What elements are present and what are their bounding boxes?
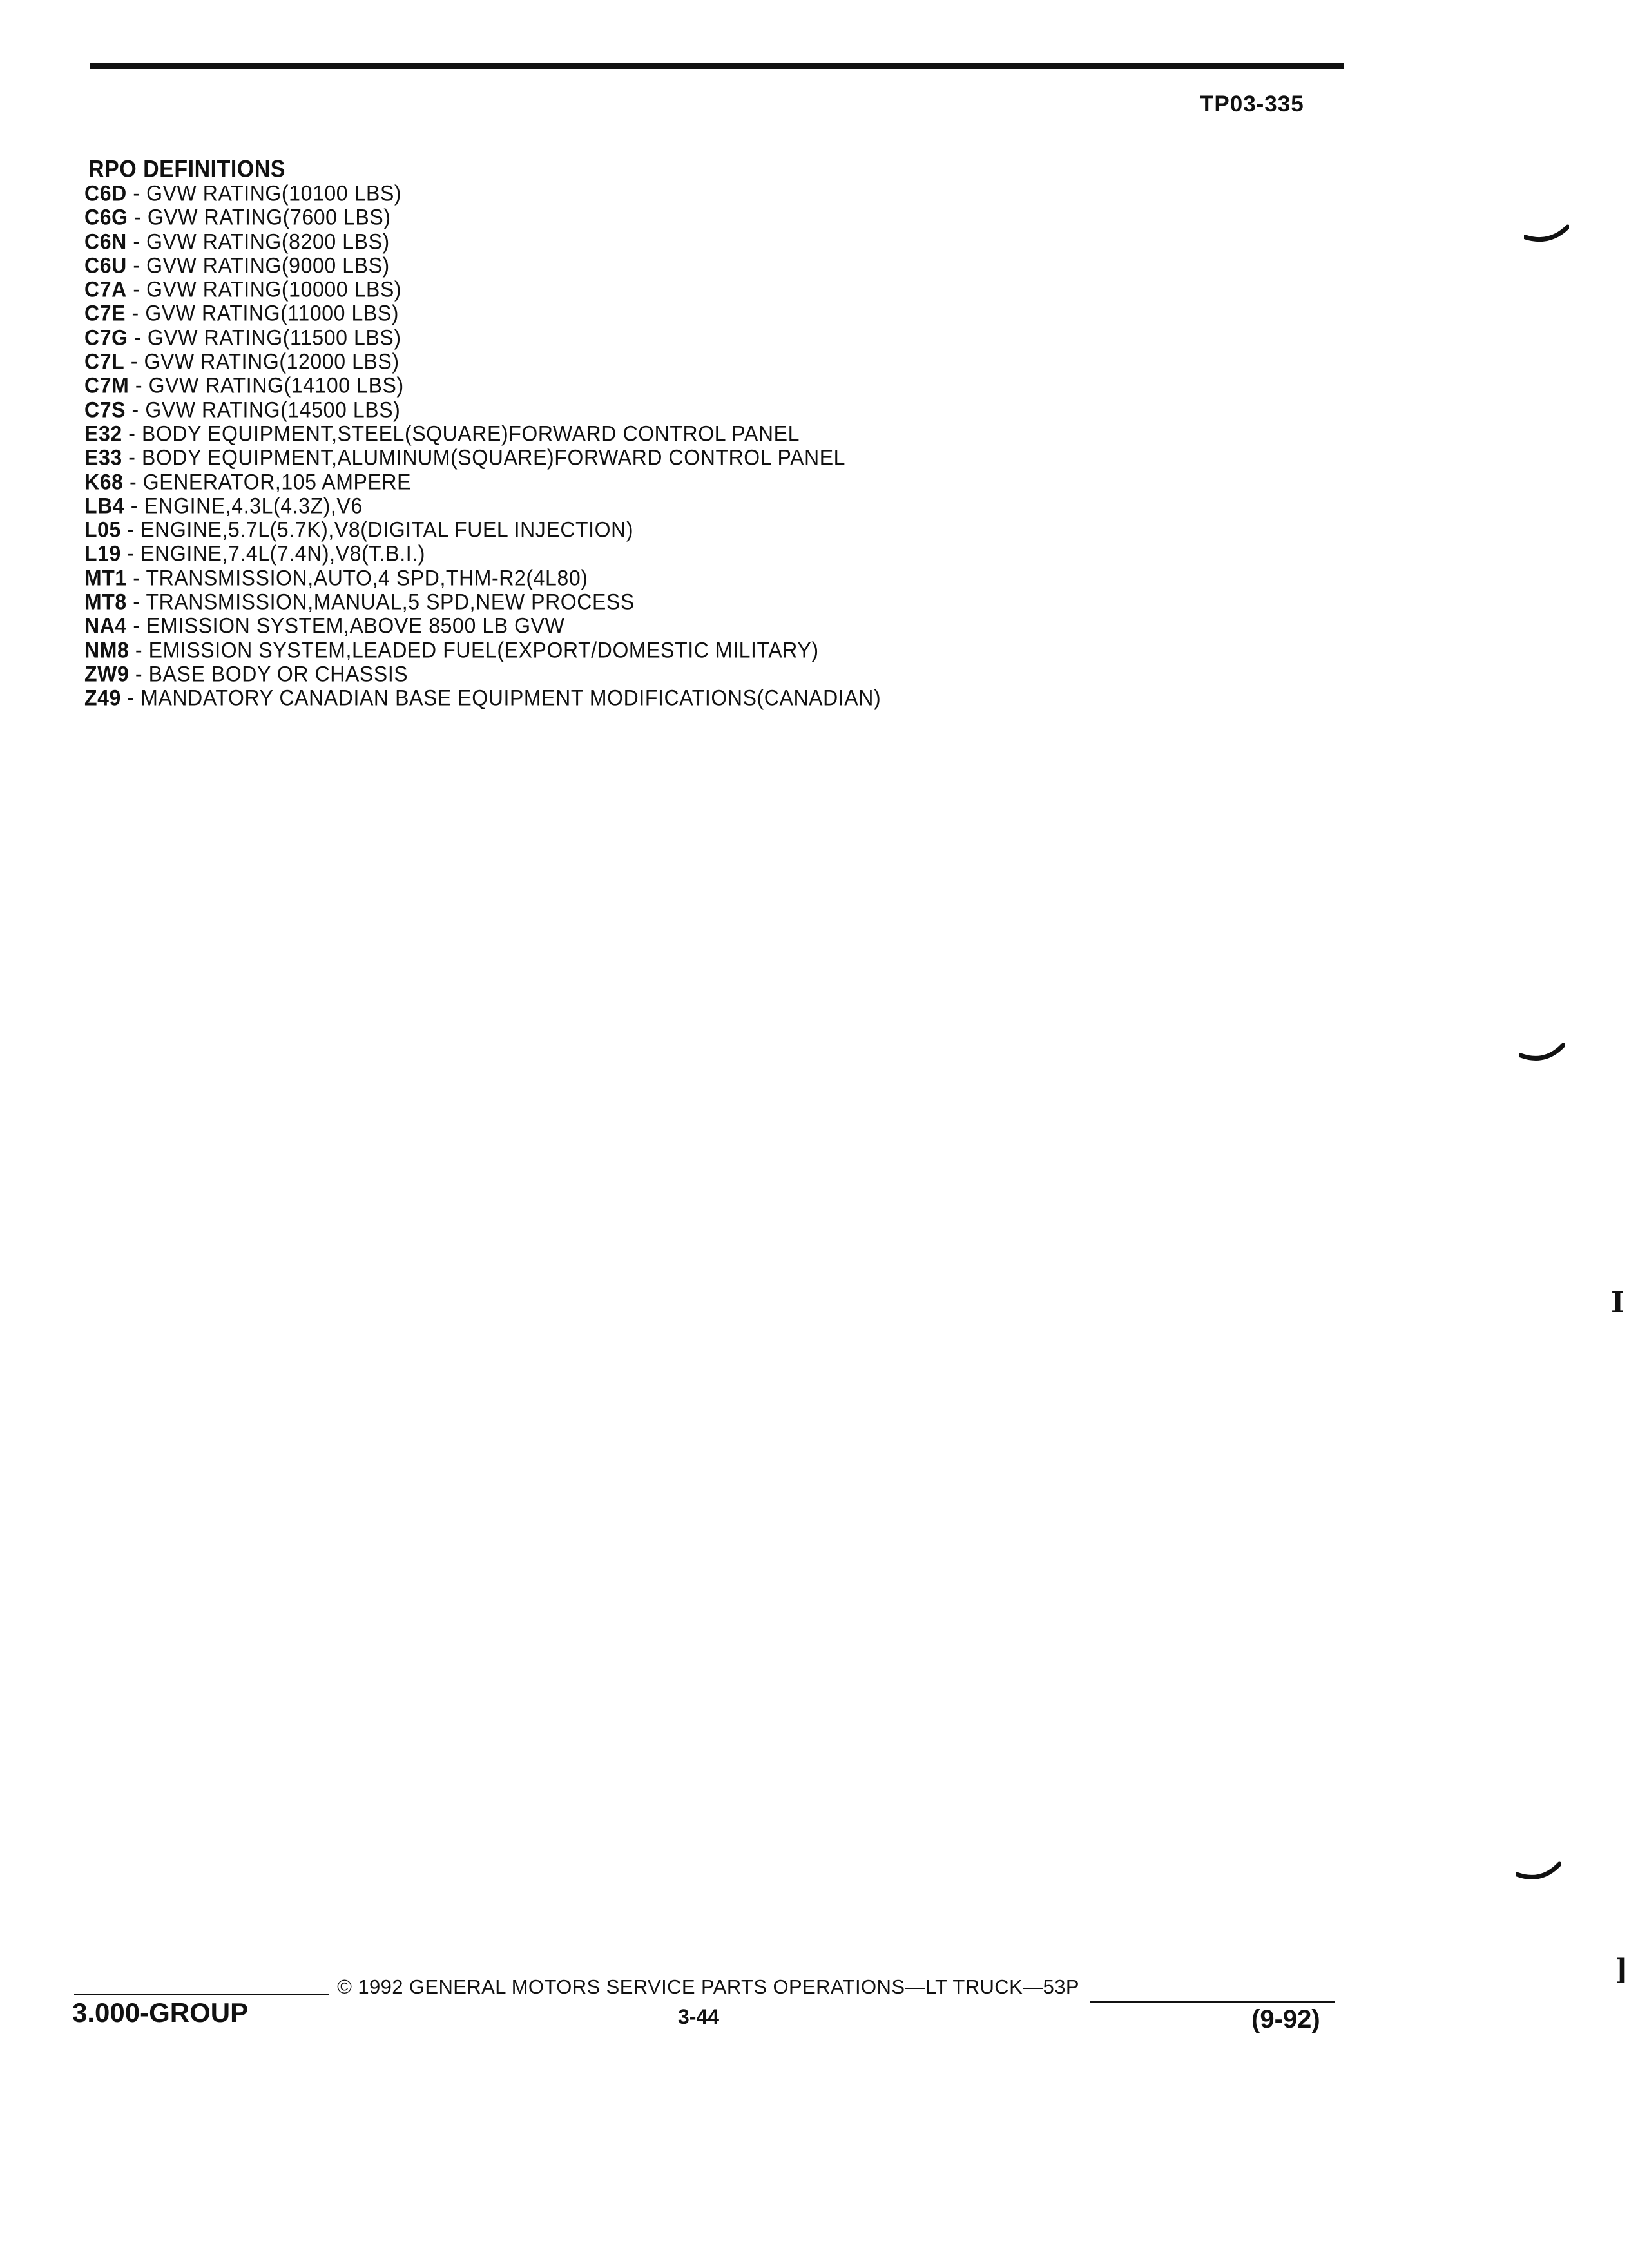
rpo-definitions-list — [84, 180, 881, 709]
rpo-description: GVW RATING(11500 LBS) — [147, 324, 401, 350]
document-number: TP03-335 — [1200, 91, 1304, 117]
rpo-definition-row — [84, 276, 881, 302]
rpo-separator: - — [124, 349, 144, 374]
rpo-definition-row — [84, 349, 881, 374]
rpo-description: GVW RATING(10000 LBS) — [146, 276, 402, 302]
rpo-code: LB4 — [84, 492, 125, 518]
rpo-separator: - — [124, 492, 144, 518]
rpo-separator: - — [126, 589, 146, 614]
rpo-definition-row — [84, 372, 881, 398]
rpo-description: ENGINE,4.3L(4.3Z),V6 — [144, 492, 363, 518]
rpo-definition-row — [84, 469, 881, 495]
rpo-definition-row — [84, 253, 881, 278]
rpo-code: C6D — [84, 180, 127, 206]
rpo-separator: - — [120, 541, 141, 566]
rpo-description: ENGINE,7.4L(7.4N),V8(T.B.I.) — [140, 541, 426, 566]
rpo-separator: - — [122, 420, 142, 446]
rpo-description: ENGINE,5.7L(5.7K),V8(DIGITAL FUEL INJECTION) — [140, 517, 634, 543]
rpo-separator: - — [126, 396, 146, 422]
rpo-description: GENERATOR,105 AMPERE — [142, 468, 412, 494]
rpo-code: MT8 — [84, 589, 127, 614]
rpo-code: C7G — [84, 324, 128, 350]
rpo-code: C6U — [84, 252, 127, 278]
rpo-definition-row — [84, 325, 881, 351]
rpo-definition-row — [84, 204, 881, 230]
rpo-description: EMISSION SYSTEM,LEADED FUEL(EXPORT/DOMESTIC MILITARY) — [148, 637, 819, 662]
footer-group-number: 3.000-GROUP — [72, 1997, 249, 2028]
rpo-definition-row — [84, 541, 881, 566]
footer-rule-left — [74, 1994, 329, 1995]
edge-scan-mark-upper: I — [1611, 1286, 1624, 1319]
rpo-code: L05 — [84, 517, 121, 543]
rpo-separator: - — [123, 468, 143, 494]
rpo-separator: - — [126, 228, 147, 254]
rpo-definition-row — [84, 661, 881, 687]
rpo-definitions-heading: RPO DEFINITIONS — [88, 156, 285, 183]
rpo-code: NM8 — [84, 637, 130, 662]
footer-page-number: 3-44 — [678, 2005, 720, 2028]
rpo-code: C6N — [84, 228, 127, 254]
rpo-separator: - — [128, 324, 148, 350]
rpo-description: GVW RATING(10100 LBS) — [146, 180, 402, 206]
rpo-code: NA4 — [84, 613, 127, 639]
rpo-code: L19 — [84, 541, 121, 566]
rpo-separator: - — [120, 685, 141, 711]
edge-scan-mark-lower: ] — [1615, 1954, 1628, 1986]
rpo-code: ZW9 — [84, 660, 130, 686]
footer-copyright: © 1992 GENERAL MOTORS SERVICE PARTS OPERATIONS—LT TRUCK—53P — [337, 1975, 1079, 1998]
rpo-description: GVW RATING(9000 LBS) — [146, 252, 390, 278]
rpo-separator: - — [126, 252, 147, 278]
rpo-description: TRANSMISSION,MANUAL,5 SPD,NEW PROCESS — [146, 589, 635, 614]
rpo-description: GVW RATING(12000 LBS) — [144, 349, 400, 374]
rpo-description: TRANSMISSION,AUTO,4 SPD,THM-R2(4L80) — [146, 564, 588, 590]
rpo-definition-row — [84, 517, 881, 543]
rpo-code: K68 — [84, 468, 124, 494]
rpo-code: C7S — [84, 396, 126, 422]
rpo-definition-row — [84, 300, 881, 326]
footer-revision-date: (9-92) — [1251, 2005, 1320, 2033]
rpo-separator: - — [126, 564, 146, 590]
punch-hole-mark-top — [1524, 219, 1569, 245]
rpo-separator: - — [126, 180, 147, 206]
rpo-definition-row — [84, 565, 881, 591]
rpo-definition-row — [84, 637, 881, 663]
footer-rule-right — [1090, 2001, 1335, 2003]
rpo-code: C7E — [84, 300, 126, 326]
rpo-code: C6G — [84, 204, 128, 230]
rpo-separator: - — [128, 204, 148, 230]
rpo-definition-row — [84, 685, 881, 711]
rpo-definition-row — [84, 445, 881, 470]
rpo-definition-row — [84, 180, 881, 206]
rpo-definition-row — [84, 421, 881, 447]
rpo-description: BODY EQUIPMENT,STEEL(SQUARE)FORWARD CONTROL PANEL — [142, 420, 800, 446]
rpo-definition-row — [84, 229, 881, 255]
rpo-separator: - — [129, 372, 149, 398]
rpo-description: GVW RATING(14500 LBS) — [145, 396, 401, 422]
rpo-description: BASE BODY OR CHASSIS — [148, 660, 409, 686]
top-rule — [90, 63, 1344, 69]
rpo-definition-row — [84, 589, 881, 615]
rpo-separator: - — [129, 637, 149, 662]
punch-hole-mark-bottom — [1516, 1859, 1561, 1885]
rpo-code: C7M — [84, 372, 130, 398]
rpo-separator: - — [122, 445, 142, 470]
rpo-definition-row — [84, 493, 881, 519]
rpo-description: GVW RATING(8200 LBS) — [146, 228, 390, 254]
rpo-description: GVW RATING(7600 LBS) — [147, 204, 391, 230]
rpo-definition-row — [84, 613, 881, 639]
rpo-code: C7L — [84, 349, 125, 374]
rpo-separator: - — [129, 660, 149, 686]
punch-hole-mark-middle — [1519, 1039, 1565, 1064]
rpo-separator: - — [126, 300, 146, 326]
rpo-code: C7A — [84, 276, 127, 302]
rpo-description: GVW RATING(14100 LBS) — [148, 372, 404, 398]
rpo-separator: - — [126, 613, 147, 639]
rpo-description: EMISSION SYSTEM,ABOVE 8500 LB GVW — [146, 613, 565, 639]
rpo-code: E32 — [84, 420, 122, 446]
rpo-definition-row — [84, 397, 881, 423]
rpo-separator: - — [126, 276, 147, 302]
rpo-code: Z49 — [84, 685, 121, 711]
rpo-description: GVW RATING(11000 LBS) — [145, 300, 400, 326]
rpo-description: MANDATORY CANADIAN BASE EQUIPMENT MODIFICATIONS(CANADIAN) — [140, 685, 882, 711]
rpo-description: BODY EQUIPMENT,ALUMINUM(SQUARE)FORWARD CONTROL PANEL — [142, 445, 846, 470]
rpo-separator: - — [120, 517, 141, 543]
rpo-code: E33 — [84, 445, 122, 470]
rpo-code: MT1 — [84, 564, 127, 590]
